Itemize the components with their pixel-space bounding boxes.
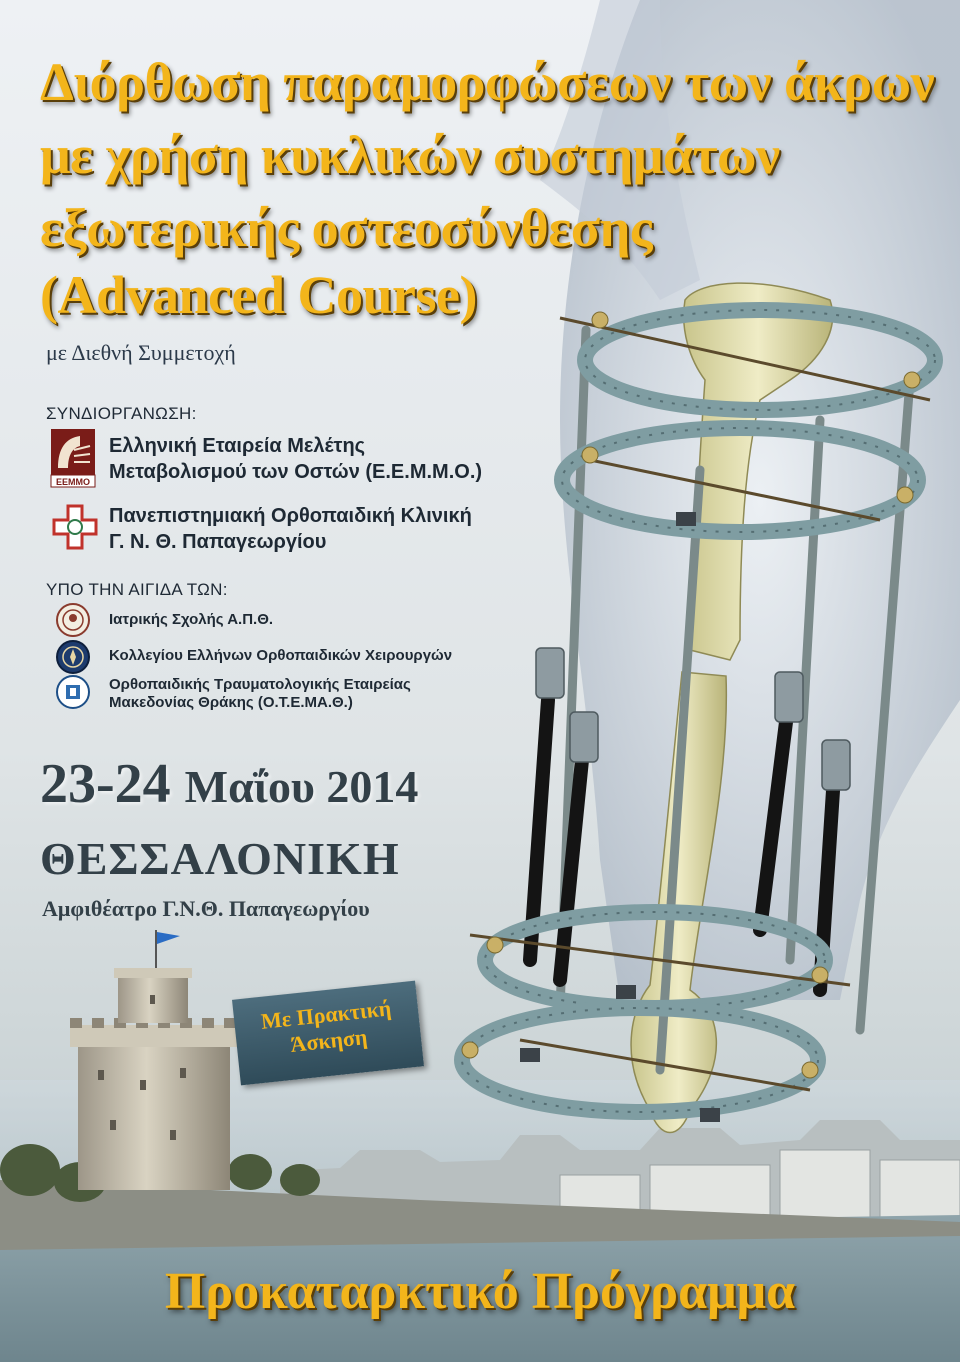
eemmo-logo bbox=[50, 428, 96, 488]
practice-badge-line-1: Με Πρακτική bbox=[259, 995, 393, 1034]
title-line-1: Διόρθωση παραμορφώσεων των άκρων bbox=[40, 52, 935, 112]
eemmo-logo-text: ΕΕΜΜΟ bbox=[55, 477, 91, 487]
organizer-1-line-2: Μεταβολισμού των Οστών (Ε.Ε.Μ.Μ.Ο.) bbox=[109, 461, 483, 483]
clinic-cross-logo bbox=[52, 504, 98, 550]
organizer-2-line-2: Γ. Ν. Θ. Παπαγεωργίου bbox=[109, 531, 327, 553]
auspice-3-line-1: Ορθοπαιδικής Τραυματολογικής Εταιρείας bbox=[109, 676, 411, 693]
auspice-1-line-1: Ιατρικής Σχολής Α.Π.Θ. bbox=[109, 611, 274, 628]
title-line-3: εξωτερικής οστεοσύνθεσης bbox=[40, 198, 653, 258]
auspice-3-line-2: Μακεδονίας Θράκης (Ο.Τ.Ε.ΜΑ.Θ.) bbox=[109, 694, 353, 711]
subtitle: με Διεθνή Συμμετοχή bbox=[46, 340, 236, 365]
organizer-1-line-1: Ελληνική Εταιρεία Μελέτης bbox=[109, 435, 366, 457]
organizer-2-line-1: Πανεπιστημιακή Ορθοπαιδική Κλινική bbox=[109, 505, 472, 527]
college-seal-icon bbox=[56, 640, 90, 674]
auspices-heading: ΥΠΟ ΤΗΝ ΑΙΓΙΔΑ ΤΩΝ: bbox=[46, 580, 228, 599]
title-line-2: με χρήση κυκλικών συστημάτων bbox=[40, 125, 780, 185]
event-days: 23-24 bbox=[40, 753, 171, 815]
otemath-seal-icon bbox=[56, 675, 90, 709]
event-date bbox=[40, 752, 418, 816]
event-venue: Αμφιθέατρο Γ.Ν.Θ. Παπαγεωργίου bbox=[42, 896, 370, 921]
medical-school-seal-icon bbox=[56, 603, 90, 637]
white-tower bbox=[70, 930, 238, 1190]
title-line-4: (Advanced Course) bbox=[40, 265, 477, 325]
event-city: ΘΕΣΣΑΛΟΝΙΚΗ bbox=[40, 833, 400, 884]
practice-badge-line-2: Άσκηση bbox=[289, 1024, 369, 1057]
auspice-2-line-1: Κολλεγίου Ελλήνων Ορθοπαιδικών Χειρουργών bbox=[109, 647, 453, 664]
event-month-year: Μαΐου 2014 bbox=[184, 761, 419, 812]
organizers-heading: ΣΥΝΔΙΟΡΓΑΝΩΣΗ: bbox=[46, 404, 197, 423]
preliminary-program-title: Προκαταρκτικό Πρόγραμμα bbox=[164, 1263, 796, 1320]
